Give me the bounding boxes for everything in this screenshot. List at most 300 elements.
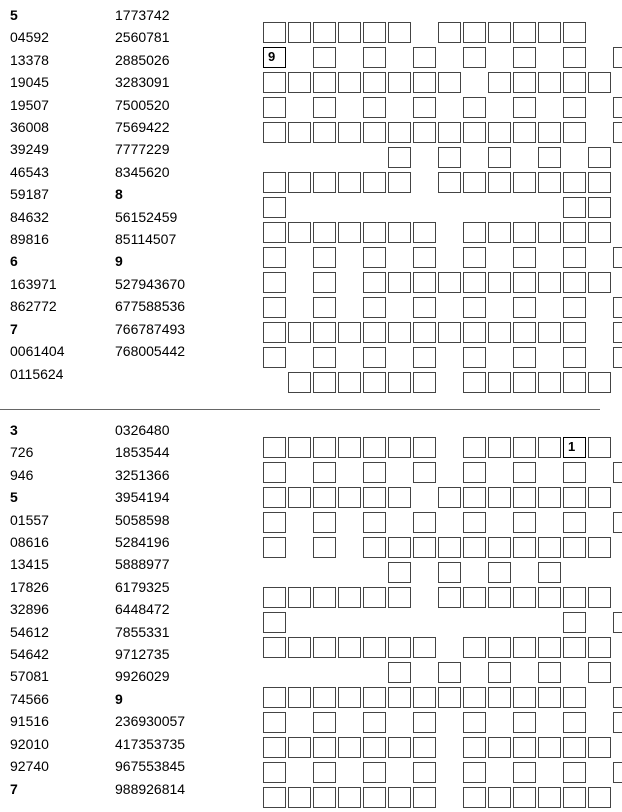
grid-cell[interactable] [263, 637, 286, 658]
grid-cell[interactable] [513, 762, 536, 783]
grid-cell[interactable] [263, 47, 286, 68]
grid-cell[interactable] [513, 637, 536, 658]
grid-cell[interactable] [488, 537, 511, 558]
grid-cell[interactable] [313, 347, 336, 368]
grid-cell[interactable] [388, 222, 411, 243]
grid-cell[interactable] [538, 122, 561, 143]
grid-cell[interactable] [488, 147, 511, 168]
grid-cell[interactable] [513, 712, 536, 733]
grid-cell[interactable] [263, 787, 286, 808]
grid-cell[interactable] [363, 297, 386, 318]
grid-cell[interactable] [613, 712, 622, 733]
grid-cell[interactable] [588, 737, 611, 758]
grid-cell[interactable] [313, 272, 336, 293]
grid-cell[interactable] [613, 762, 622, 783]
grid-cell[interactable] [563, 222, 586, 243]
grid-cell[interactable] [263, 487, 286, 508]
grid-cell[interactable] [588, 272, 611, 293]
grid-cell[interactable] [363, 247, 386, 268]
grid-cell[interactable] [538, 562, 561, 583]
grid-cell[interactable] [513, 537, 536, 558]
grid-cell[interactable] [263, 297, 286, 318]
grid-cell[interactable] [513, 122, 536, 143]
grid-cell[interactable] [538, 272, 561, 293]
grid-cell[interactable] [338, 372, 361, 393]
grid-cell[interactable] [563, 462, 586, 483]
grid-cell[interactable] [263, 537, 286, 558]
grid-cell[interactable] [563, 512, 586, 533]
grid-cell[interactable] [363, 637, 386, 658]
grid-cell[interactable] [563, 762, 586, 783]
grid-cell[interactable] [563, 372, 586, 393]
grid-cell[interactable] [563, 122, 586, 143]
grid-cell[interactable] [563, 97, 586, 118]
grid-cell[interactable] [263, 462, 286, 483]
grid-cell[interactable] [263, 762, 286, 783]
grid-cell[interactable] [538, 487, 561, 508]
grid-cell[interactable] [288, 437, 311, 458]
grid-cell[interactable] [488, 22, 511, 43]
grid-cell[interactable] [413, 297, 436, 318]
grid-cell[interactable] [313, 22, 336, 43]
grid-cell[interactable] [363, 322, 386, 343]
grid-cell[interactable] [413, 122, 436, 143]
grid-cell[interactable] [288, 637, 311, 658]
grid-cell[interactable] [288, 787, 311, 808]
grid-cell[interactable] [363, 487, 386, 508]
grid-cell[interactable] [388, 372, 411, 393]
grid-cell[interactable] [363, 22, 386, 43]
grid-cell[interactable] [488, 587, 511, 608]
grid-cell[interactable] [263, 22, 286, 43]
grid-cell[interactable] [488, 372, 511, 393]
grid-cell[interactable] [438, 662, 461, 683]
grid-cell[interactable] [413, 712, 436, 733]
grid-cell[interactable] [563, 787, 586, 808]
grid-cell[interactable] [338, 122, 361, 143]
grid-cell[interactable] [538, 72, 561, 93]
grid-cell[interactable] [388, 72, 411, 93]
grid-cell[interactable] [613, 612, 622, 633]
grid-cell[interactable] [313, 787, 336, 808]
grid-cell[interactable] [513, 22, 536, 43]
grid-cell[interactable] [613, 247, 622, 268]
grid-cell[interactable] [513, 687, 536, 708]
grid-cell[interactable] [288, 222, 311, 243]
grid-cell[interactable] [338, 172, 361, 193]
grid-cell[interactable] [513, 487, 536, 508]
grid-cell[interactable] [338, 787, 361, 808]
grid-cell[interactable] [288, 122, 311, 143]
grid-cell[interactable] [363, 372, 386, 393]
grid-cell[interactable] [513, 272, 536, 293]
grid-cell[interactable] [263, 72, 286, 93]
grid-cell[interactable] [588, 372, 611, 393]
grid-cell[interactable] [413, 437, 436, 458]
grid-cell[interactable] [288, 22, 311, 43]
grid-cell[interactable] [288, 372, 311, 393]
grid-cell[interactable] [513, 587, 536, 608]
grid-cell[interactable] [388, 22, 411, 43]
grid-cell[interactable] [513, 72, 536, 93]
grid-cell[interactable] [613, 297, 622, 318]
grid-cell[interactable] [313, 487, 336, 508]
grid-cell[interactable] [338, 222, 361, 243]
grid-cell[interactable] [263, 687, 286, 708]
grid-cell[interactable] [338, 72, 361, 93]
grid-cell[interactable] [288, 587, 311, 608]
grid-cell[interactable] [413, 47, 436, 68]
grid-cell[interactable] [413, 762, 436, 783]
grid-cell[interactable] [488, 122, 511, 143]
grid-cell[interactable] [463, 437, 486, 458]
grid-cell[interactable] [613, 97, 622, 118]
grid-cell[interactable] [313, 172, 336, 193]
grid-cell[interactable] [538, 587, 561, 608]
grid-cell[interactable] [388, 122, 411, 143]
grid-cell[interactable] [388, 487, 411, 508]
grid-cell[interactable] [513, 437, 536, 458]
grid-cell[interactable] [463, 712, 486, 733]
grid-cell[interactable] [338, 322, 361, 343]
grid-cell[interactable] [588, 787, 611, 808]
grid-cell[interactable] [588, 437, 611, 458]
grid-cell[interactable] [463, 762, 486, 783]
grid-cell[interactable] [513, 787, 536, 808]
grid-cell[interactable] [288, 687, 311, 708]
grid-cell[interactable] [463, 487, 486, 508]
grid-cell[interactable] [513, 737, 536, 758]
grid-cell[interactable] [438, 487, 461, 508]
grid-cell[interactable] [538, 537, 561, 558]
grid-cell[interactable] [363, 787, 386, 808]
grid-cell[interactable] [563, 437, 586, 458]
grid-cell[interactable] [513, 297, 536, 318]
grid-cell[interactable] [288, 322, 311, 343]
grid-cell[interactable] [288, 172, 311, 193]
grid-cell[interactable] [463, 512, 486, 533]
grid-cell[interactable] [588, 172, 611, 193]
grid-cell[interactable] [513, 222, 536, 243]
grid-cell[interactable] [563, 322, 586, 343]
grid-cell[interactable] [463, 787, 486, 808]
grid-cell[interactable] [413, 462, 436, 483]
grid-cell[interactable] [263, 612, 286, 633]
grid-cell[interactable] [363, 537, 386, 558]
grid-cell[interactable] [263, 172, 286, 193]
grid-cell[interactable] [263, 712, 286, 733]
grid-cell[interactable] [463, 637, 486, 658]
grid-cell[interactable] [538, 372, 561, 393]
grid-cell[interactable] [513, 347, 536, 368]
grid-cell[interactable] [563, 22, 586, 43]
grid-cell[interactable] [463, 462, 486, 483]
grid-cell[interactable] [513, 512, 536, 533]
grid-cell[interactable] [488, 437, 511, 458]
grid-cell[interactable] [338, 487, 361, 508]
grid-cell[interactable] [263, 247, 286, 268]
grid-cell[interactable] [588, 637, 611, 658]
grid-cell[interactable] [313, 372, 336, 393]
grid-cell[interactable] [488, 662, 511, 683]
grid-cell[interactable] [563, 537, 586, 558]
grid-cell[interactable] [463, 97, 486, 118]
grid-cell[interactable] [388, 562, 411, 583]
grid-cell[interactable] [413, 322, 436, 343]
grid-cell[interactable] [363, 97, 386, 118]
grid-cell[interactable] [538, 322, 561, 343]
grid-cell[interactable] [538, 662, 561, 683]
grid-cell[interactable] [313, 587, 336, 608]
grid-cell[interactable] [463, 587, 486, 608]
grid-cell[interactable] [388, 537, 411, 558]
grid-cell[interactable] [563, 737, 586, 758]
grid-cell[interactable] [463, 272, 486, 293]
grid-cell[interactable] [263, 322, 286, 343]
grid-cell[interactable] [313, 297, 336, 318]
grid-cell[interactable] [438, 272, 461, 293]
grid-cell[interactable] [438, 72, 461, 93]
grid-cell[interactable] [563, 712, 586, 733]
grid-cell[interactable] [313, 462, 336, 483]
grid-cell[interactable] [363, 587, 386, 608]
grid-cell[interactable] [288, 737, 311, 758]
grid-cell[interactable] [513, 247, 536, 268]
grid-cell[interactable] [538, 687, 561, 708]
grid-cell[interactable] [438, 537, 461, 558]
grid-cell[interactable] [463, 297, 486, 318]
grid-cell[interactable] [313, 737, 336, 758]
grid-cell[interactable] [488, 687, 511, 708]
grid-cell[interactable] [463, 322, 486, 343]
grid-cell[interactable] [538, 787, 561, 808]
grid-cell[interactable] [488, 322, 511, 343]
grid-cell[interactable] [363, 737, 386, 758]
number-entry: 39249 [10, 141, 49, 158]
grid-cell[interactable] [313, 47, 336, 68]
grid-cell[interactable] [463, 537, 486, 558]
grid-cell[interactable] [613, 322, 622, 343]
grid-cell[interactable] [388, 662, 411, 683]
grid-cell[interactable] [313, 322, 336, 343]
grid-cell[interactable] [438, 22, 461, 43]
grid-cell[interactable] [313, 247, 336, 268]
grid-cell[interactable] [363, 462, 386, 483]
grid-cell[interactable] [413, 512, 436, 533]
grid-cell[interactable] [463, 122, 486, 143]
grid-cell[interactable] [363, 762, 386, 783]
grid-cell[interactable] [388, 587, 411, 608]
grid-cell[interactable] [513, 322, 536, 343]
grid-cell[interactable] [263, 737, 286, 758]
grid-cell[interactable] [413, 737, 436, 758]
grid-cell[interactable] [563, 72, 586, 93]
grid-cell[interactable] [438, 322, 461, 343]
grid-cell[interactable] [538, 172, 561, 193]
grid-cell[interactable] [338, 637, 361, 658]
grid-cell[interactable] [563, 47, 586, 68]
grid-cell[interactable] [363, 47, 386, 68]
grid-cell[interactable] [563, 197, 586, 218]
grid-cell[interactable] [563, 272, 586, 293]
grid-cell[interactable] [488, 737, 511, 758]
grid-cell[interactable] [413, 97, 436, 118]
grid-cell[interactable] [338, 737, 361, 758]
grid-cell[interactable] [588, 197, 611, 218]
grid-cell[interactable] [538, 637, 561, 658]
grid-cell[interactable] [413, 537, 436, 558]
grid-cell[interactable] [413, 637, 436, 658]
grid-cell[interactable] [363, 512, 386, 533]
grid-cell[interactable] [463, 47, 486, 68]
grid-cell[interactable] [488, 637, 511, 658]
grid-cell[interactable] [363, 347, 386, 368]
grid-cell[interactable] [538, 437, 561, 458]
grid-cell[interactable] [613, 687, 622, 708]
grid-cell[interactable] [563, 487, 586, 508]
grid-cell[interactable] [438, 562, 461, 583]
grid-cell[interactable] [313, 512, 336, 533]
grid-cell[interactable] [363, 712, 386, 733]
grid-cell[interactable] [263, 347, 286, 368]
grid-cell[interactable] [513, 372, 536, 393]
grid-cell[interactable] [388, 687, 411, 708]
grid-cell[interactable] [413, 372, 436, 393]
grid-cell[interactable] [313, 762, 336, 783]
grid-cell[interactable] [613, 512, 622, 533]
grid-cell[interactable] [388, 737, 411, 758]
grid-cell[interactable] [313, 537, 336, 558]
grid-cell[interactable] [588, 72, 611, 93]
grid-cell[interactable] [413, 222, 436, 243]
grid-cell[interactable] [463, 22, 486, 43]
grid-cell[interactable] [438, 172, 461, 193]
grid-cell[interactable] [413, 347, 436, 368]
grid-cell[interactable] [563, 637, 586, 658]
grid-cell[interactable] [588, 222, 611, 243]
grid-cell[interactable] [413, 787, 436, 808]
grid-cell[interactable] [263, 122, 286, 143]
grid-cell[interactable] [363, 122, 386, 143]
grid-cell[interactable] [338, 587, 361, 608]
grid-cell[interactable] [388, 172, 411, 193]
grid-cell[interactable] [563, 347, 586, 368]
grid-cell[interactable] [588, 587, 611, 608]
grid-cell[interactable] [388, 322, 411, 343]
grid-cell[interactable] [438, 687, 461, 708]
grid-cell[interactable] [413, 247, 436, 268]
grid-cell[interactable] [388, 787, 411, 808]
grid-cell[interactable] [563, 612, 586, 633]
grid-cell[interactable] [413, 687, 436, 708]
grid-cell[interactable] [363, 687, 386, 708]
grid-cell[interactable] [313, 687, 336, 708]
grid-cell[interactable] [338, 22, 361, 43]
grid-cell[interactable] [588, 537, 611, 558]
grid-cell[interactable] [463, 687, 486, 708]
grid-cell[interactable] [488, 562, 511, 583]
grid-cell[interactable] [388, 147, 411, 168]
grid-cell[interactable] [538, 222, 561, 243]
grid-cell[interactable] [563, 247, 586, 268]
grid-cell[interactable] [488, 787, 511, 808]
grid-cell[interactable] [463, 347, 486, 368]
grid-cell[interactable] [288, 72, 311, 93]
grid-cell[interactable] [613, 47, 622, 68]
grid-cell[interactable] [488, 272, 511, 293]
grid-cell[interactable] [563, 297, 586, 318]
grid-cell[interactable] [513, 172, 536, 193]
grid-cell[interactable] [363, 72, 386, 93]
grid-cell[interactable] [388, 437, 411, 458]
grid-cell[interactable] [338, 437, 361, 458]
grid-cell[interactable] [588, 662, 611, 683]
grid-cell[interactable] [463, 172, 486, 193]
grid-cell[interactable] [338, 687, 361, 708]
grid-cell[interactable] [463, 222, 486, 243]
grid-cell[interactable] [463, 372, 486, 393]
grid-cell[interactable] [563, 687, 586, 708]
grid-cell[interactable] [263, 512, 286, 533]
grid-cell[interactable] [363, 272, 386, 293]
grid-cell[interactable] [263, 97, 286, 118]
grid-cell[interactable] [488, 487, 511, 508]
grid-cell[interactable] [388, 637, 411, 658]
grid-cell[interactable] [363, 437, 386, 458]
grid-cell[interactable] [288, 487, 311, 508]
grid-cell[interactable] [313, 97, 336, 118]
grid-cell[interactable] [438, 122, 461, 143]
grid-cell[interactable] [488, 172, 511, 193]
grid-cell[interactable] [563, 172, 586, 193]
grid-cell[interactable] [388, 272, 411, 293]
grid-cell[interactable] [438, 147, 461, 168]
grid-cell[interactable] [463, 247, 486, 268]
grid-cell[interactable] [313, 122, 336, 143]
grid-cell[interactable] [313, 222, 336, 243]
grid-cell[interactable] [513, 97, 536, 118]
grid-cell[interactable] [413, 72, 436, 93]
grid-cell[interactable] [613, 462, 622, 483]
grid-cell[interactable] [263, 437, 286, 458]
grid-cell[interactable] [613, 122, 622, 143]
grid-cell[interactable] [263, 587, 286, 608]
grid-cell[interactable] [488, 72, 511, 93]
grid-cell[interactable] [488, 222, 511, 243]
grid-cell[interactable] [363, 172, 386, 193]
grid-cell[interactable] [463, 737, 486, 758]
grid-cell[interactable] [438, 587, 461, 608]
grid-cell[interactable] [363, 222, 386, 243]
grid-cell[interactable] [263, 222, 286, 243]
grid-cell[interactable] [313, 637, 336, 658]
grid-cell[interactable] [538, 147, 561, 168]
grid-cell[interactable] [538, 737, 561, 758]
grid-cell[interactable] [613, 347, 622, 368]
grid-cell[interactable] [538, 22, 561, 43]
grid-cell[interactable] [263, 272, 286, 293]
grid-cell[interactable] [313, 712, 336, 733]
grid-cell[interactable] [588, 147, 611, 168]
grid-cell[interactable] [588, 487, 611, 508]
grid-cell[interactable] [563, 587, 586, 608]
grid-cell[interactable] [313, 72, 336, 93]
grid-cell[interactable] [263, 197, 286, 218]
grid-cell[interactable] [513, 47, 536, 68]
grid-cell[interactable] [313, 437, 336, 458]
grid-cell[interactable] [413, 272, 436, 293]
grid-cell[interactable] [513, 462, 536, 483]
